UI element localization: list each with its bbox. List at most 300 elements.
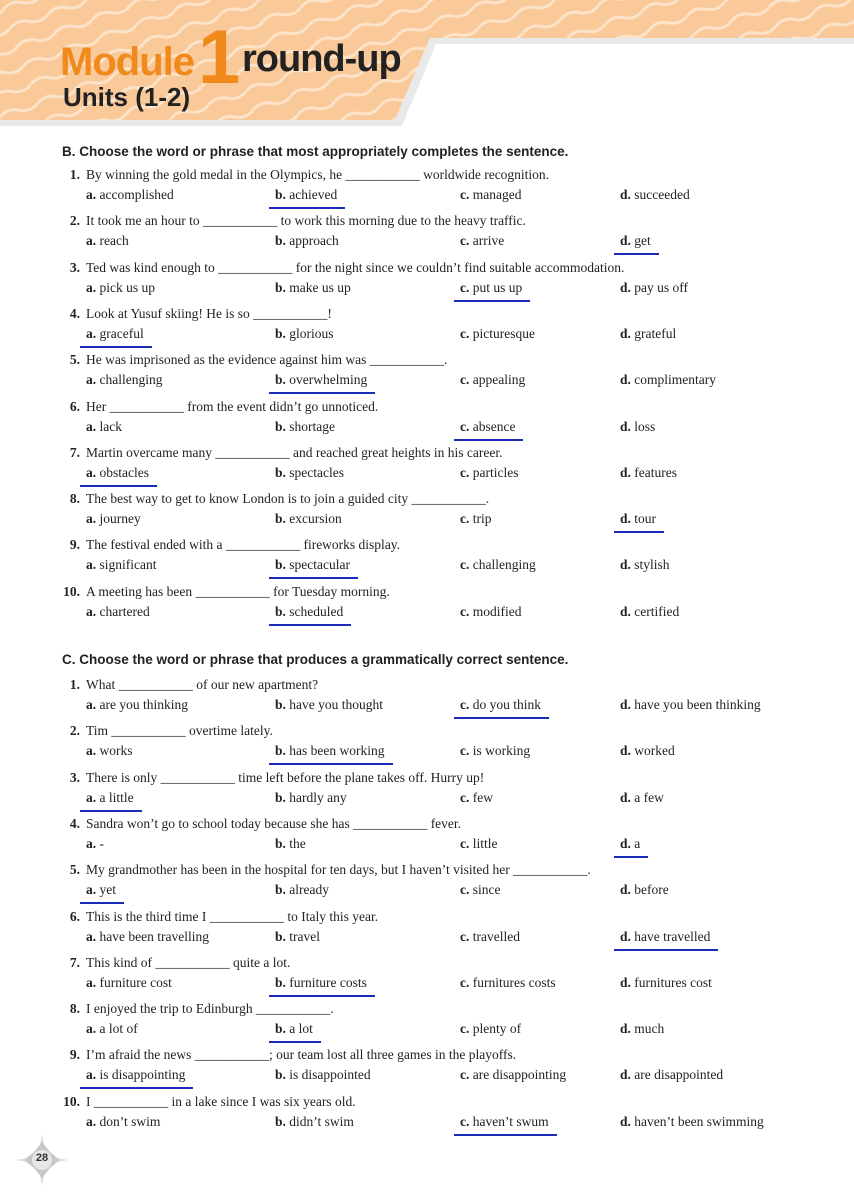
option-b[interactable] [275,790,347,806]
option-text: picturesque [472,325,535,341]
option-letter: d. [620,233,631,249]
option-b[interactable] [275,697,383,713]
option-text: challenging [472,557,536,573]
question-7 [0,445,854,491]
option-a[interactable] [86,372,162,388]
option-b[interactable] [275,836,306,852]
option-letter: d. [620,511,631,527]
option-a[interactable] [86,743,133,759]
option-d[interactable] [620,557,670,573]
option-letter: c. [460,603,470,619]
option-text: much [634,1021,665,1037]
option-letter: c. [460,743,470,759]
question-5 [0,862,854,908]
option-letter: a. [86,325,97,341]
option-a[interactable] [86,280,155,296]
option-c[interactable] [460,419,515,435]
answer-underline [454,1134,557,1136]
question-3 [0,770,854,816]
question-8 [0,1001,854,1047]
option-c[interactable] [460,697,541,713]
answer-underline [269,995,375,997]
option-letter: a. [86,697,97,712]
option-letter: b. [275,464,286,480]
option-c[interactable] [460,326,535,342]
option-text: obstacles [99,464,149,480]
option-text: particles [472,464,519,480]
option-text: significant [99,557,157,573]
option-letter: a. [86,1021,97,1037]
option-text: accomplished [99,187,174,202]
option-letter: a. [86,511,97,527]
option-letter: c. [460,511,470,527]
option-text: are disappointed [634,1067,724,1083]
option-letter: a. [86,372,97,388]
option-d[interactable] [620,187,690,203]
option-letter: a. [86,835,97,851]
option-letter: c. [460,418,470,434]
question-number: 1. [69,677,80,692]
option-a[interactable] [86,882,116,898]
option-c[interactable] [460,882,501,898]
option-text: has been working [289,743,385,759]
question-text: He was imprisoned as the evidence against him was ___________. [86,352,448,368]
option-b[interactable] [275,604,343,620]
option-text: grateful [634,325,677,341]
question-number: 1. [69,167,80,182]
option-a[interactable] [86,1067,185,1083]
answer-underline [269,207,345,209]
option-b[interactable] [275,187,337,203]
option-b[interactable] [275,280,351,296]
option-d[interactable] [620,1021,664,1037]
question-text: What ___________ of our new apartment? [86,677,319,692]
option-letter: a. [86,1113,97,1129]
option-text: a little [99,789,134,805]
option-letter: a. [86,557,97,573]
option-letter: b. [275,187,286,202]
option-letter: c. [460,233,470,249]
option-letter: d. [620,1021,631,1037]
question-number: 9. [69,1047,80,1063]
option-letter: a. [86,464,97,480]
option-d[interactable] [620,1067,723,1083]
option-text: are disappointing [472,1067,567,1083]
option-text: is disappointed [289,1067,371,1083]
option-text: journey [99,511,141,527]
question-number: 5. [69,862,80,878]
answer-underline [80,485,157,487]
question-number: 8. [69,491,80,507]
option-text: stylish [634,557,670,573]
option-d[interactable] [620,511,656,527]
option-text: furnitures costs [472,974,556,990]
answer-underline [80,1087,193,1089]
option-text: graceful [99,325,144,341]
option-text: appealing [472,372,526,388]
page-number: 28 [35,1152,49,1164]
option-letter: a. [86,418,97,434]
option-text: managed [472,187,522,202]
option-letter: d. [620,464,631,480]
question-4 [0,816,854,862]
question-10 [0,584,854,630]
option-text: travelled [472,928,520,944]
answer-underline [614,531,664,533]
option-text: glorious [289,325,334,341]
units-subtitle: Units (1-2) [63,82,191,112]
option-letter: a. [86,187,97,202]
option-d[interactable] [620,929,710,945]
option-text: challenging [99,372,163,388]
option-a[interactable] [86,697,188,713]
option-a[interactable] [86,975,172,991]
answer-underline [80,902,124,904]
option-letter: a. [86,233,97,249]
option-b[interactable] [275,1114,354,1130]
option-a[interactable] [86,1021,138,1037]
option-letter: b. [275,1021,286,1037]
option-d[interactable] [620,419,655,435]
question-text: This is the third time I ___________ to Italy this year. [86,908,379,924]
question-number: 2. [69,723,80,739]
question-10 [0,1094,854,1140]
option-letter: d. [620,325,631,341]
option-c[interactable] [460,1067,566,1083]
option-text: yet [99,882,116,898]
option-text: modified [472,603,522,619]
option-letter: b. [275,789,286,805]
option-a[interactable] [86,557,157,573]
question-7 [0,955,854,1001]
option-text: lack [99,418,122,434]
option-text: succeeded [634,187,690,202]
option-c[interactable] [460,790,493,806]
option-letter: c. [460,279,470,295]
option-a[interactable] [86,187,174,203]
option-text: haven’t been swimming [634,1113,764,1129]
option-letter: b. [275,1067,286,1083]
question-number: 2. [69,213,80,229]
option-b[interactable] [275,882,329,898]
option-text: don’t swim [99,1113,161,1129]
answer-underline [614,856,648,858]
question-number: 6. [69,908,80,924]
section-b-title: B. Choose the word or phrase that most appropriately completes the sentence. [62,144,569,159]
question-number: 7. [69,444,80,460]
option-c[interactable] [460,929,520,945]
question-8 [0,491,854,537]
option-text: get [634,233,651,249]
option-c[interactable] [460,280,522,296]
option-letter: d. [620,697,631,712]
option-c[interactable] [460,836,498,852]
option-letter: c. [460,1067,470,1083]
option-text: furniture costs [289,974,367,990]
option-text: put us up [472,279,523,295]
option-b[interactable] [275,1021,313,1037]
question-number: 9. [69,537,80,553]
question-number: 8. [69,1001,80,1017]
option-d[interactable] [620,882,669,898]
question-text: Look at Yusuf skiing! He is so ___________! [86,305,332,321]
answer-underline [269,624,351,626]
option-letter: d. [620,928,631,944]
option-text: approach [289,233,339,249]
option-a[interactable] [86,465,149,481]
option-letter: b. [275,511,286,527]
option-c[interactable] [460,465,518,481]
option-a[interactable] [86,511,141,527]
option-c[interactable] [460,604,522,620]
option-d[interactable] [620,280,688,296]
answer-underline [269,577,358,579]
question-text: I ___________ in a lake since I was six years old. [86,1093,356,1109]
option-letter: d. [620,974,631,990]
option-letter: a. [86,928,97,944]
option-letter: a. [86,789,97,805]
option-c[interactable] [460,975,556,991]
option-text: have been travelling [99,928,209,944]
option-d[interactable] [620,604,679,620]
option-b[interactable] [275,419,335,435]
option-text: features [634,464,677,480]
option-text: scheduled [289,603,344,619]
option-letter: d. [620,372,631,388]
option-c[interactable] [460,557,536,573]
option-letter: d. [620,835,631,851]
option-letter: b. [275,279,286,295]
option-d[interactable] [620,697,761,713]
option-b[interactable] [275,975,367,991]
question-3 [0,260,854,306]
option-letter: c. [460,697,470,712]
question-text: A meeting has been ___________ for Tuesday morning. [86,583,390,599]
option-letter: a. [86,743,97,759]
option-text: haven’t swum [472,1113,549,1129]
option-text: plenty of [472,1021,522,1037]
module-number: 1 [198,15,241,100]
option-letter: c. [460,372,470,388]
option-text: is working [472,743,531,759]
option-text: before [634,882,669,898]
question-number: 4. [69,815,80,831]
option-letter: c. [460,187,470,202]
option-letter: c. [460,325,470,341]
option-b[interactable] [275,1067,371,1083]
option-letter: b. [275,743,286,759]
option-text: complimentary [634,372,716,388]
option-text: pay us off [634,279,689,295]
answer-underline [614,949,718,951]
question-text: My grandmother has been in the hospital for ten days, but I haven’t visited her ___________. [86,862,591,878]
option-letter: d. [620,1067,631,1083]
option-text: make us up [289,279,351,295]
option-letter: c. [460,974,470,990]
option-text: travel [289,928,320,944]
round-up-word: round-up [242,38,401,80]
question-1 [0,167,854,213]
question-4 [0,306,854,352]
answer-underline [269,1041,321,1043]
option-text: have you thought [289,697,384,712]
question-text: Ted was kind enough to ___________ for the night since we couldn’t find suitable accommodation. [86,259,625,275]
option-letter: b. [275,603,286,619]
question-text: There is only ___________ time left before the plane takes off. Hurry up! [86,769,485,785]
option-a[interactable] [86,790,134,806]
question-text: Martin overcame many ___________ and reached great heights in his career. [86,444,503,460]
option-letter: b. [275,835,286,851]
option-a[interactable] [86,419,122,435]
option-d[interactable] [620,233,651,249]
option-letter: c. [460,464,470,480]
option-c[interactable] [460,511,492,527]
answer-underline [454,717,549,719]
option-b[interactable] [275,511,342,527]
question-text: Tim ___________ overtime lately. [86,723,273,739]
option-text: furnitures cost [634,974,712,990]
option-letter: d. [620,187,631,202]
option-text: have you been thinking [634,697,761,712]
option-a[interactable] [86,929,209,945]
option-b[interactable] [275,743,385,759]
option-d[interactable] [620,465,677,481]
option-b[interactable] [275,372,367,388]
option-letter: d. [620,789,631,805]
section-c-title: C. Choose the word or phrase that produces a grammatically correct sentence. [62,652,569,667]
question-2 [0,723,854,769]
option-d[interactable] [620,790,664,806]
option-d[interactable] [620,1114,764,1130]
question-text: Sandra won’t go to school today because she has ___________ fever. [86,815,462,831]
option-text: a few [634,789,664,805]
option-text: shortage [289,418,335,434]
option-letter: c. [460,928,470,944]
option-text: certified [634,603,680,619]
option-text: have travelled [634,928,711,944]
option-a[interactable] [86,233,129,249]
question-number: 4. [69,305,80,321]
option-letter: a. [86,1067,97,1083]
option-text: is disappointing [99,1067,186,1083]
answer-underline [80,810,142,812]
option-b[interactable] [275,326,334,342]
option-text: tour [634,511,657,527]
option-letter: d. [620,279,631,295]
option-text: trip [472,511,492,527]
option-d[interactable] [620,743,675,759]
option-a[interactable] [86,836,104,852]
option-b[interactable] [275,929,320,945]
option-b[interactable] [275,233,339,249]
question-6 [0,399,854,445]
question-number: 10. [63,583,80,599]
option-letter: d. [620,882,631,898]
answer-underline [269,763,393,765]
question-text: The best way to get to know London is to join a guided city ___________. [86,491,490,507]
option-letter: a. [86,882,97,898]
option-text: achieved [289,187,338,202]
question-number: 10. [63,1093,80,1109]
option-c[interactable] [460,233,504,249]
option-letter: b. [275,974,286,990]
option-letter: c. [460,1021,470,1037]
option-letter: b. [275,882,286,898]
option-c[interactable] [460,372,525,388]
option-text: a lot of [99,1021,138,1037]
option-text: hardly any [289,789,347,805]
option-b[interactable] [275,557,350,573]
option-letter: d. [620,743,631,759]
question-text: I’m afraid the news ___________; our team lost all three games in the playoffs. [86,1047,517,1063]
option-text: few [472,789,493,805]
option-text: are you thinking [99,697,188,712]
answer-underline [269,392,375,394]
option-text: absence [472,418,516,434]
option-letter: a. [86,603,97,619]
option-letter: b. [275,233,286,249]
question-number: 3. [69,259,80,275]
answer-underline [614,253,659,255]
option-d[interactable] [620,836,640,852]
question-text: By winning the gold medal in the Olympics, he ___________ worldwide recognition. [86,167,550,182]
option-d[interactable] [620,372,716,388]
question-6 [0,909,854,955]
module-word: Module [60,40,194,84]
option-letter: b. [275,697,286,712]
option-letter: b. [275,325,286,341]
question-1 [0,677,854,723]
option-letter: c. [460,1113,470,1129]
option-letter: a. [86,279,97,295]
option-c[interactable] [460,1114,549,1130]
option-text: furniture cost [99,974,172,990]
option-a[interactable] [86,604,150,620]
option-d[interactable] [620,975,712,991]
option-a[interactable] [86,326,144,342]
option-c[interactable] [460,743,530,759]
option-letter: b. [275,1113,286,1129]
option-text: overwhelming [289,372,368,388]
question-number: 5. [69,352,80,368]
option-text: reach [99,233,129,249]
option-text: a [634,835,641,851]
option-text: a lot [289,1021,313,1037]
option-text: works [99,743,133,759]
option-a[interactable] [86,1114,160,1130]
option-text: do you think [472,697,542,712]
question-number: 3. [69,769,80,785]
option-b[interactable] [275,465,344,481]
option-d[interactable] [620,326,676,342]
option-letter: d. [620,603,631,619]
option-letter: d. [620,557,631,573]
option-c[interactable] [460,1021,521,1037]
answer-underline [454,439,523,441]
question-2 [0,213,854,259]
question-9 [0,1047,854,1093]
option-text: little [472,835,498,851]
question-9 [0,537,854,583]
option-text: excursion [289,511,342,527]
option-text: worked [634,743,675,759]
option-letter: b. [275,418,286,434]
question-text: It took me an hour to ___________ to work this morning due to the heavy traffic. [86,213,526,229]
question-text: Her ___________ from the event didn’t go unnoticed. [86,398,379,414]
option-c[interactable] [460,187,521,203]
question-text: The festival ended with a ___________ fireworks display. [86,537,401,553]
question-number: 6. [69,398,80,414]
